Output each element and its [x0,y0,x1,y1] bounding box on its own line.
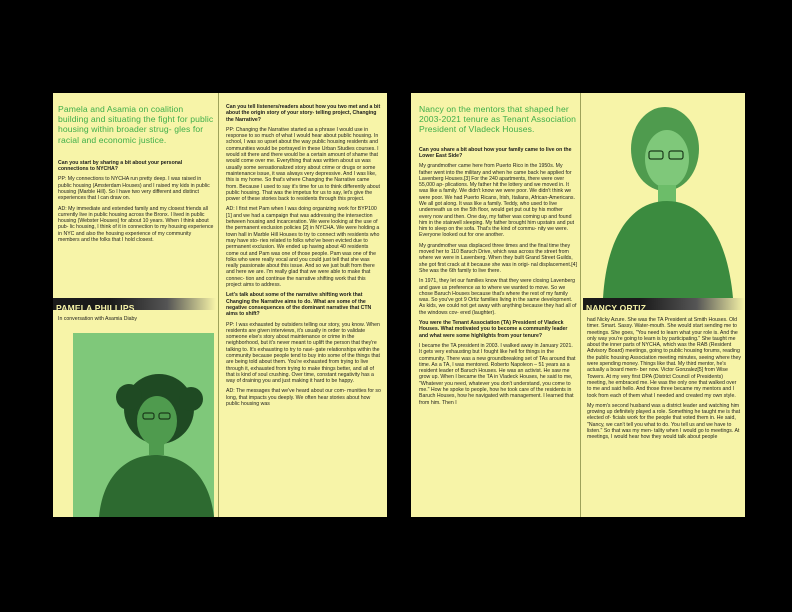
right-column-2 [587,317,741,517]
right-page [411,93,745,517]
right-answer-2: My grandmother was displaced three times and the final time they moved her to 110 Baruch Drive, which was across the street from where we were in Lavenberg. When they built Grand Street Guilds, she got first crack at it because she was in origi- nal displacement.[4] She was the 6th family to live there. [419,242,577,274]
right-answer-1: My grandmother came here from Puerto Rico in the 1950s. My father went into the military and when he came back he applied for Lavenberg Houses.[3] For the 240 apartments, there were over 55,000 ap- plications. My father hit the lottery and we moved in. It was like a family. We didn't know we were poor. We didn't think we were poor. We had Puerto Ricans, Irish, Italians, African-Americans. We all got along. It was like a family. Teddy, who used to live underneath us on the 5th floor, would get put out by his mother every now and then. One day, my father was coming up and found him in the stairwell sleeping. My father brought him upstairs and put him to sleep on the sofa. That's the kind of commu- nity we were. Everyone looked out for one another. [419,163,575,239]
left-answer-1-pp: PP: My connections to NYCHA run pretty deep. I was raised in public housing (Amsterdam Houses) and I raised my kids in public housing (Marble Hill). So I have two very different and distinct experiences that I can draw on. [58,176,210,202]
left-answer-2-ad: AD: I first met Pam when I was doing organizing work for BYP100 [1] and we had a campaign that was addressing the intersection between housing and incarceration. We were looking at the use of the permanent exclusion policies [2] in NYCHA. We were holding a town hall in Marble Hill Houses to try to connect with residents who may have sto- ries related to folks who've been evicted due to permanent exclusion. We ended up having about 40 residents come out and Pam was one of those people. Pam was one of the folks who were really vocal and you could just tell that she was really passionate about this issue. And so we just built from there and here we are. I'm really glad that we were able to make that connec- tion and continue the narrative shifting work that this project aims to address. [226,206,380,289]
name-label-pamela: PAMELA PHILLIPS [56,303,135,313]
pamela-portrait [73,333,214,517]
left-column-divider [218,93,219,517]
left-heading: Pamela and Asamia on coalition building and situating the fight for public housing within broader strug- gles for racial and economic justice. [58,104,214,145]
left-answer-1-ad: AD: My immediate and extended family and my closest friends all currently live in public housing across the Bronx. I lived in public housing (Webster Houses) for about 10 years. When I think about pub- lic housing, I think of it in connection to my housing experience in NYC and also the housing experience of my community members and the folks that I hold closest. [58,205,214,244]
right-question-1: Can you share a bit about how your family came to live on the Lower East Side? [419,146,572,159]
right-answer-6: My mom's second husband was a district leader and watching him growing up definitely played a role. Something he taught me is that elected of- ficials work for the people that voted them in. He said, "Nancy, we can't tell you what to do. You tell us and we have to listen." So that was my men- tality when I would go to meetings. At meetings, I would hear how they would talk about people [587,402,741,441]
right-answer-3: In 1971, they let our families know that they were closing Lavenberg and gave us preference as to where we wanted to move. So we chose Baruch Houses because that's where the rest of my family was. So you've got 9 Ortiz families living in the same development. As kids, we could not get away with anything because they had all of the windows cov- ered (laughter). [419,278,577,316]
left-question-3: Let's talk about some of the narrative shifting work that Changing the Narrative aims to do. What are some of the negative consequences of the dominant narrative that CTN aims to shift? [226,292,372,318]
right-question-2: You were the Tenant Association (TA) President of Vladeck Houses. What motivated you to become a community leader and what were some highlights from your tenure? [419,320,568,339]
right-column-divider [580,93,581,517]
left-question-1: Can you start by sharing a bit about your personal connections to NYCHA? [58,159,183,173]
name-label-nancy: NANCY ORTIZ [586,303,647,313]
name-bar-nancy [583,298,745,313]
right-answer-4: I became the TA president in 2003. I walked away in January 2021. It gets very exhausting but I fought like hell for things in the community. There was a new groundbreaking set of TAs around that time. As a TA, I was mentored. Roberto Napoleon – 51 years as a resident leader of Baruch Houses. He was an activist. He saw me grow up. When I became the TA in Vladeck Houses, he said to me, "Whatever you need, whatever you don't understand, you come to me." How he spoke to people, how he took care of the residents in Baruch Houses, how he navigated with management. I learned that from him. Then I [419,342,576,406]
left-answer-3-ad: AD: The messages that we've heard about our com- munities for so long, that impacts you deeply. We often hear stories about how public housing was [226,388,381,408]
name-bar-pamela [53,298,216,313]
right-heading: Nancy on the mentors that shaped her 2003-2021 tenure as Tenant Association President of Vladeck Houses. [419,104,577,135]
left-answer-3-pp: PP: I was exhausted by outsiders telling our story, you know. When residents are given interviews, it's usually in order to validate someone else's story about maintenance or crime in the neighborhood, but it's never meant to uplift the person that they're talking to. It's exhausting to try to navi- gate relationships within the community because people tend to buy into some of the things that are being told about them. You're exhausted from trying to live through it, exhausted from trying to make things better, and all of that is kind of soul crushing. Over time, constant negativity has a way of draining you and just making it hard to be happy. [226,321,380,385]
nancy-portrait [583,93,745,298]
left-page [53,93,387,517]
interview-subtitle: In conversation with Asamia Diaby [58,316,138,322]
right-column-1 [419,93,577,517]
nancy-portrait-image [583,93,745,298]
right-answer-5: had Nicky Azure. She was the TA President at Smith Houses. Old timer. Smart. Sassy. Water-mouth. She would start sending me to meetings. She goes, "You need to learn what your role is. And the only way you're going to learn is by participating." She taught me about the inner parts of NYCHA, which was the RAB (Resident Advisory Board) meetings, going to public housing forums, reading the public housing Association meeting minutes, seeing where they were spending money. Things like that. My third mentor, he's actually a board mem- ber now. Victor Gonzalez[5] from Wise Towers. At my very first DPA (District Council of Presidents) meeting, he embraced me. He was the only one that walked over to me and said hello. And those three became my mentors and I took from each of them what I needed and created my own style. [587,317,741,399]
left-column-2 [226,93,382,517]
pamela-portrait-image [73,333,214,517]
left-question-2: Can you tell listeners/readers about how you two met and a bit about the origin story of your story- telling project, Changing the Narrative? [226,104,381,123]
left-answer-2-pp: PP: Changing the Narrative started as a phrase I would use in response to so much of what I would hear about public housing. In school, I was so upset about the way public housing residents and communities would be portrayed in these Urban Studies courses. I would sit there and there would be a certain amount of shame that would come over me. Everything that was written about us was usually some sensationalized story about crime or drugs or some maintenance issue, it was always very depressive. And I was like, this is my home. So that's where Changing the Narrative came from. Because I used to say it's time for us to think differently about public housing. That was the impetus for us to say, let's give the power of these stories back to residents through this project. [226,126,381,203]
